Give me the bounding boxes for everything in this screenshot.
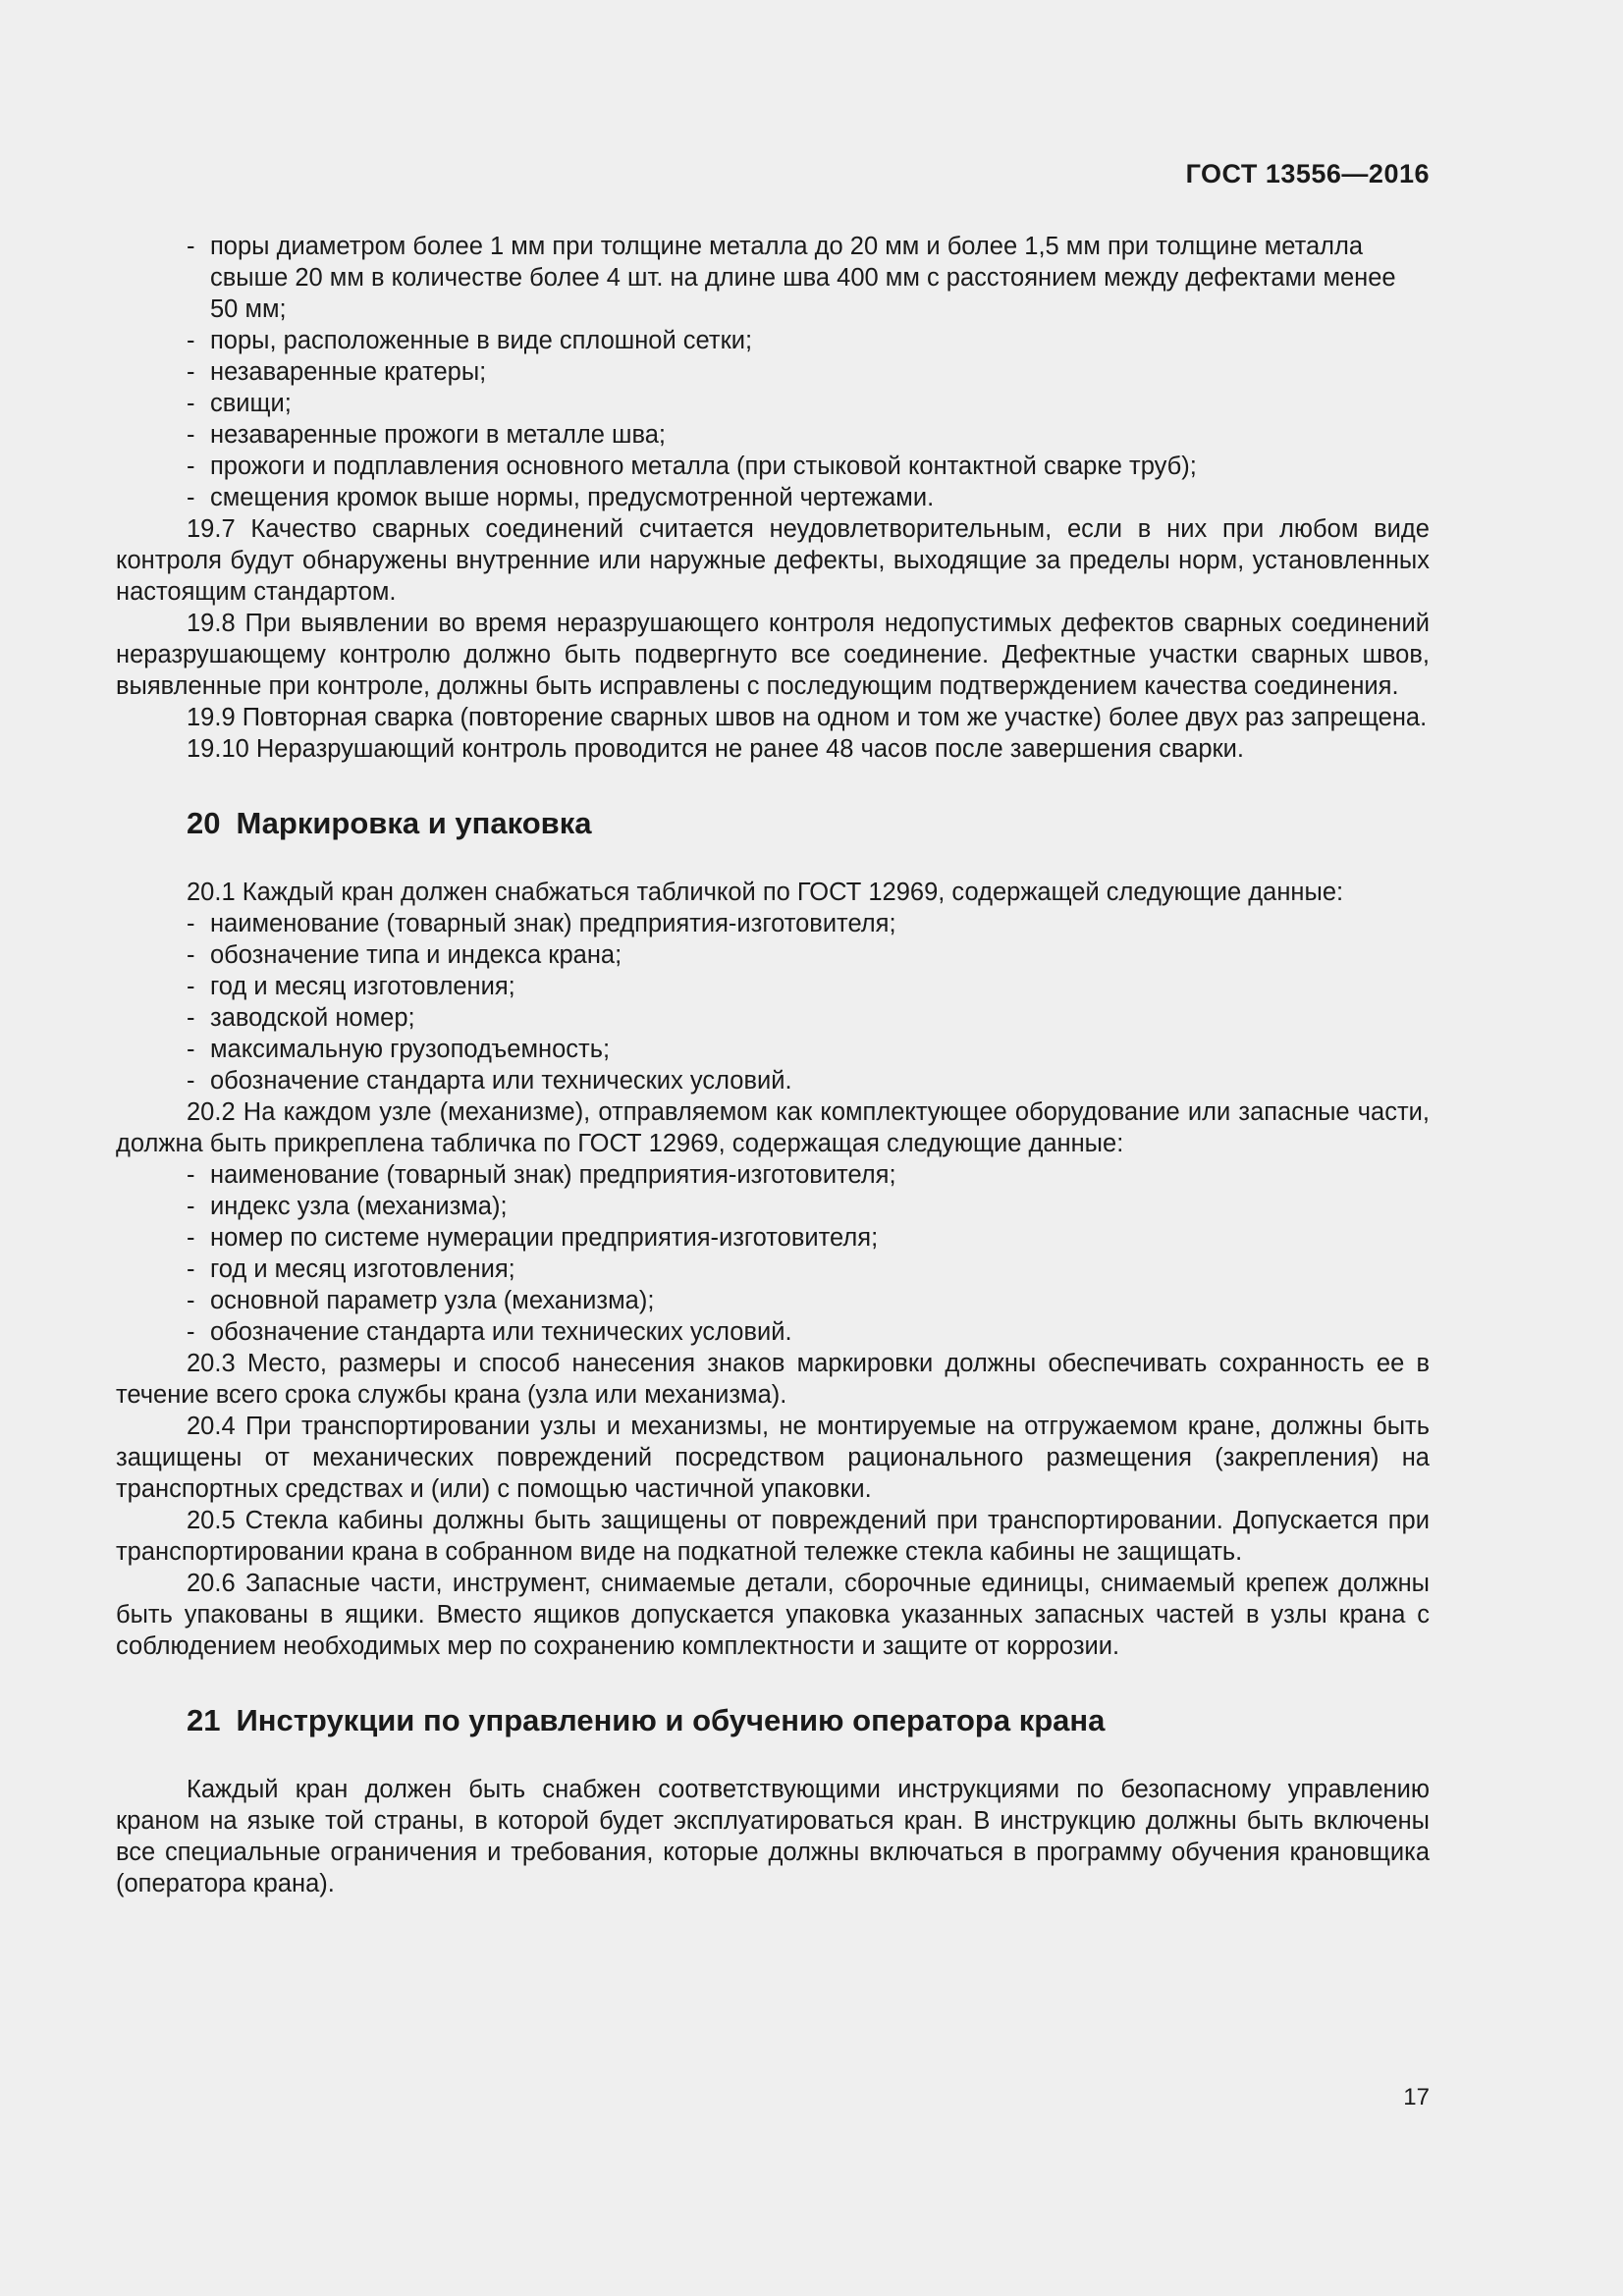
list-item: - обозначение стандарта или технических условий. — [187, 1318, 792, 1346]
section-21-body — [116, 1774, 1430, 1899]
list-item: - незаваренные кратеры; — [187, 358, 487, 386]
dash-marker: - — [187, 1287, 195, 1314]
section-number: 21 — [187, 1703, 221, 1737]
list-item: - поры, расположенные в виде сплошной сетки; — [187, 327, 753, 354]
dash-marker: - — [187, 1318, 195, 1346]
paragraph-20-1: 20.1 Каждый кран должен снабжаться табличкой по ГОСТ 12969, содержащей следующие данные: — [187, 879, 1344, 906]
dash-marker: - — [187, 233, 195, 260]
dash-marker: - — [187, 973, 195, 1000]
paragraph-19-8: 19.8 При выявлении во время неразрушающего контроля недопустимых дефектов сварных соединений неразрушающему контролю должно быть подвергнуто все соединение. Дефектные участки сварных швов, выявленные при контроле, должны быть исправлены с последующим подтверждением качества соединения. — [116, 610, 1430, 700]
dash-marker: - — [187, 1255, 195, 1283]
list-item: - год и месяц изготовления; — [187, 973, 515, 1000]
page-number: 17 — [1403, 2084, 1430, 2110]
list-item: - наименование (товарный знак) предприятия-изготовителя; — [187, 1161, 896, 1189]
list-item: - незаваренные прожоги в металле шва; — [187, 421, 666, 449]
list-item: - смещения кромок выше нормы, предусмотренной чертежами. — [187, 484, 935, 511]
section-20-body — [116, 877, 1430, 1662]
dash-marker: - — [187, 1224, 195, 1252]
list-item: - прожоги и подплавления основного металла (при стыковой контактной сварке труб); — [187, 453, 1197, 480]
section-20-heading — [116, 804, 1430, 843]
dash-marker: - — [187, 390, 195, 417]
dash-marker: - — [187, 941, 195, 969]
page-content — [116, 231, 1430, 1899]
paragraph-19-7: 19.7 Качество сварных соединений считается неудовлетворительным, если в них при любом виде контроля будут обнаружены внутренние или наружные дефекты, выходящие за пределы норм, установленных настоящим стандартом. — [116, 515, 1430, 606]
list-item: - наименование (товарный знак) предприятия-изготовителя; — [187, 910, 896, 937]
dash-marker: - — [187, 358, 195, 386]
section-number: 20 — [187, 806, 221, 840]
list-item: - обозначение стандарта или технических условий. — [187, 1067, 792, 1095]
dash-marker: - — [187, 421, 195, 449]
dash-marker: - — [187, 910, 195, 937]
paragraph-20-3: 20.3 Место, размеры и способ нанесения знаков маркировки должны обеспечивать сохранность ее в течение всего срока службы крана (узла или механизма). — [116, 1350, 1430, 1409]
section-title: Инструкции по управлению и обучению оператора крана — [236, 1703, 1106, 1737]
list-item: - поры диаметром более 1 мм при толщине металла до 20 мм и более 1,5 мм при толщине металла свыше 20 мм в количестве более 4 шт. на длине шва 400 мм с расстоянием между дефектами менее 50 мм; — [187, 233, 1396, 323]
paragraph-20-4: 20.4 При транспортировании узлы и механизмы, не монтируемые на отгружаемом кране, должны быть защищены от механических повреждений посредством рационального размещения (закрепления) на транспортных средствах и (или) с помощью частичной упаковки. — [116, 1413, 1430, 1503]
list-item: - индекс узла (механизма); — [187, 1193, 508, 1220]
list-item: - максимальную грузоподъемность; — [187, 1036, 611, 1063]
dash-marker: - — [187, 1193, 195, 1220]
list-item: - основной параметр узла (механизма); — [187, 1287, 655, 1314]
paragraph-19-10: 19.10 Неразрушающий контроль проводится не ранее 48 часов после завершения сварки. — [187, 735, 1244, 763]
paragraph-20-5: 20.5 Стекла кабины должны быть защищены от повреждений при транспортировании. Допускается при транспортировании крана в собранном виде на подкатной тележке стекла кабины не защищать. — [116, 1507, 1430, 1566]
paragraph-19-9: 19.9 Повторная сварка (повторение сварных швов на одном и том же участке) более двух раз запрещена. — [187, 704, 1428, 731]
block-19-continuation — [116, 231, 1430, 765]
dash-marker: - — [187, 1004, 195, 1032]
list-item: - год и месяц изготовления; — [187, 1255, 515, 1283]
document-id-header: ГОСТ 13556—2016 — [1185, 159, 1430, 188]
dash-marker: - — [187, 453, 195, 480]
dash-marker: - — [187, 1161, 195, 1189]
dash-marker: - — [187, 327, 195, 354]
list-item: - номер по системе нумерации предприятия-изготовителя; — [187, 1224, 879, 1252]
section-title: Маркировка и упаковка — [236, 806, 592, 840]
list-item: - заводской номер; — [187, 1004, 415, 1032]
paragraph-21: Каждый кран должен быть снабжен соответствующими инструкциями по безопасному управлению краном на языке той страны, в которой будет эксплуатироваться кран. В инструкцию должны быть включены все специальные ограничения и требования, которые должны включаться в программу обучения крановщика (оператора крана). — [116, 1776, 1430, 1897]
list-item: - свищи; — [187, 390, 292, 417]
paragraph-20-2: 20.2 На каждом узле (механизме), отправляемом как комплектующее оборудование или запасные части, должна быть прикреплена табличка по ГОСТ 12969, содержащая следующие данные: — [116, 1098, 1430, 1157]
paragraph-20-6: 20.6 Запасные части, инструмент, снимаемые детали, сборочные единицы, снимаемый крепеж должны быть упакованы в ящики. Вместо ящиков допускается упаковка указанных запасных частей в узлы крана с соблюдением необходимых мер по сохранению комплектности и защите от коррозии. — [116, 1570, 1430, 1660]
dash-marker: - — [187, 1067, 195, 1095]
section-21-heading — [116, 1701, 1430, 1740]
list-item: - обозначение типа и индекса крана; — [187, 941, 622, 969]
dash-marker: - — [187, 484, 195, 511]
dash-marker: - — [187, 1036, 195, 1063]
